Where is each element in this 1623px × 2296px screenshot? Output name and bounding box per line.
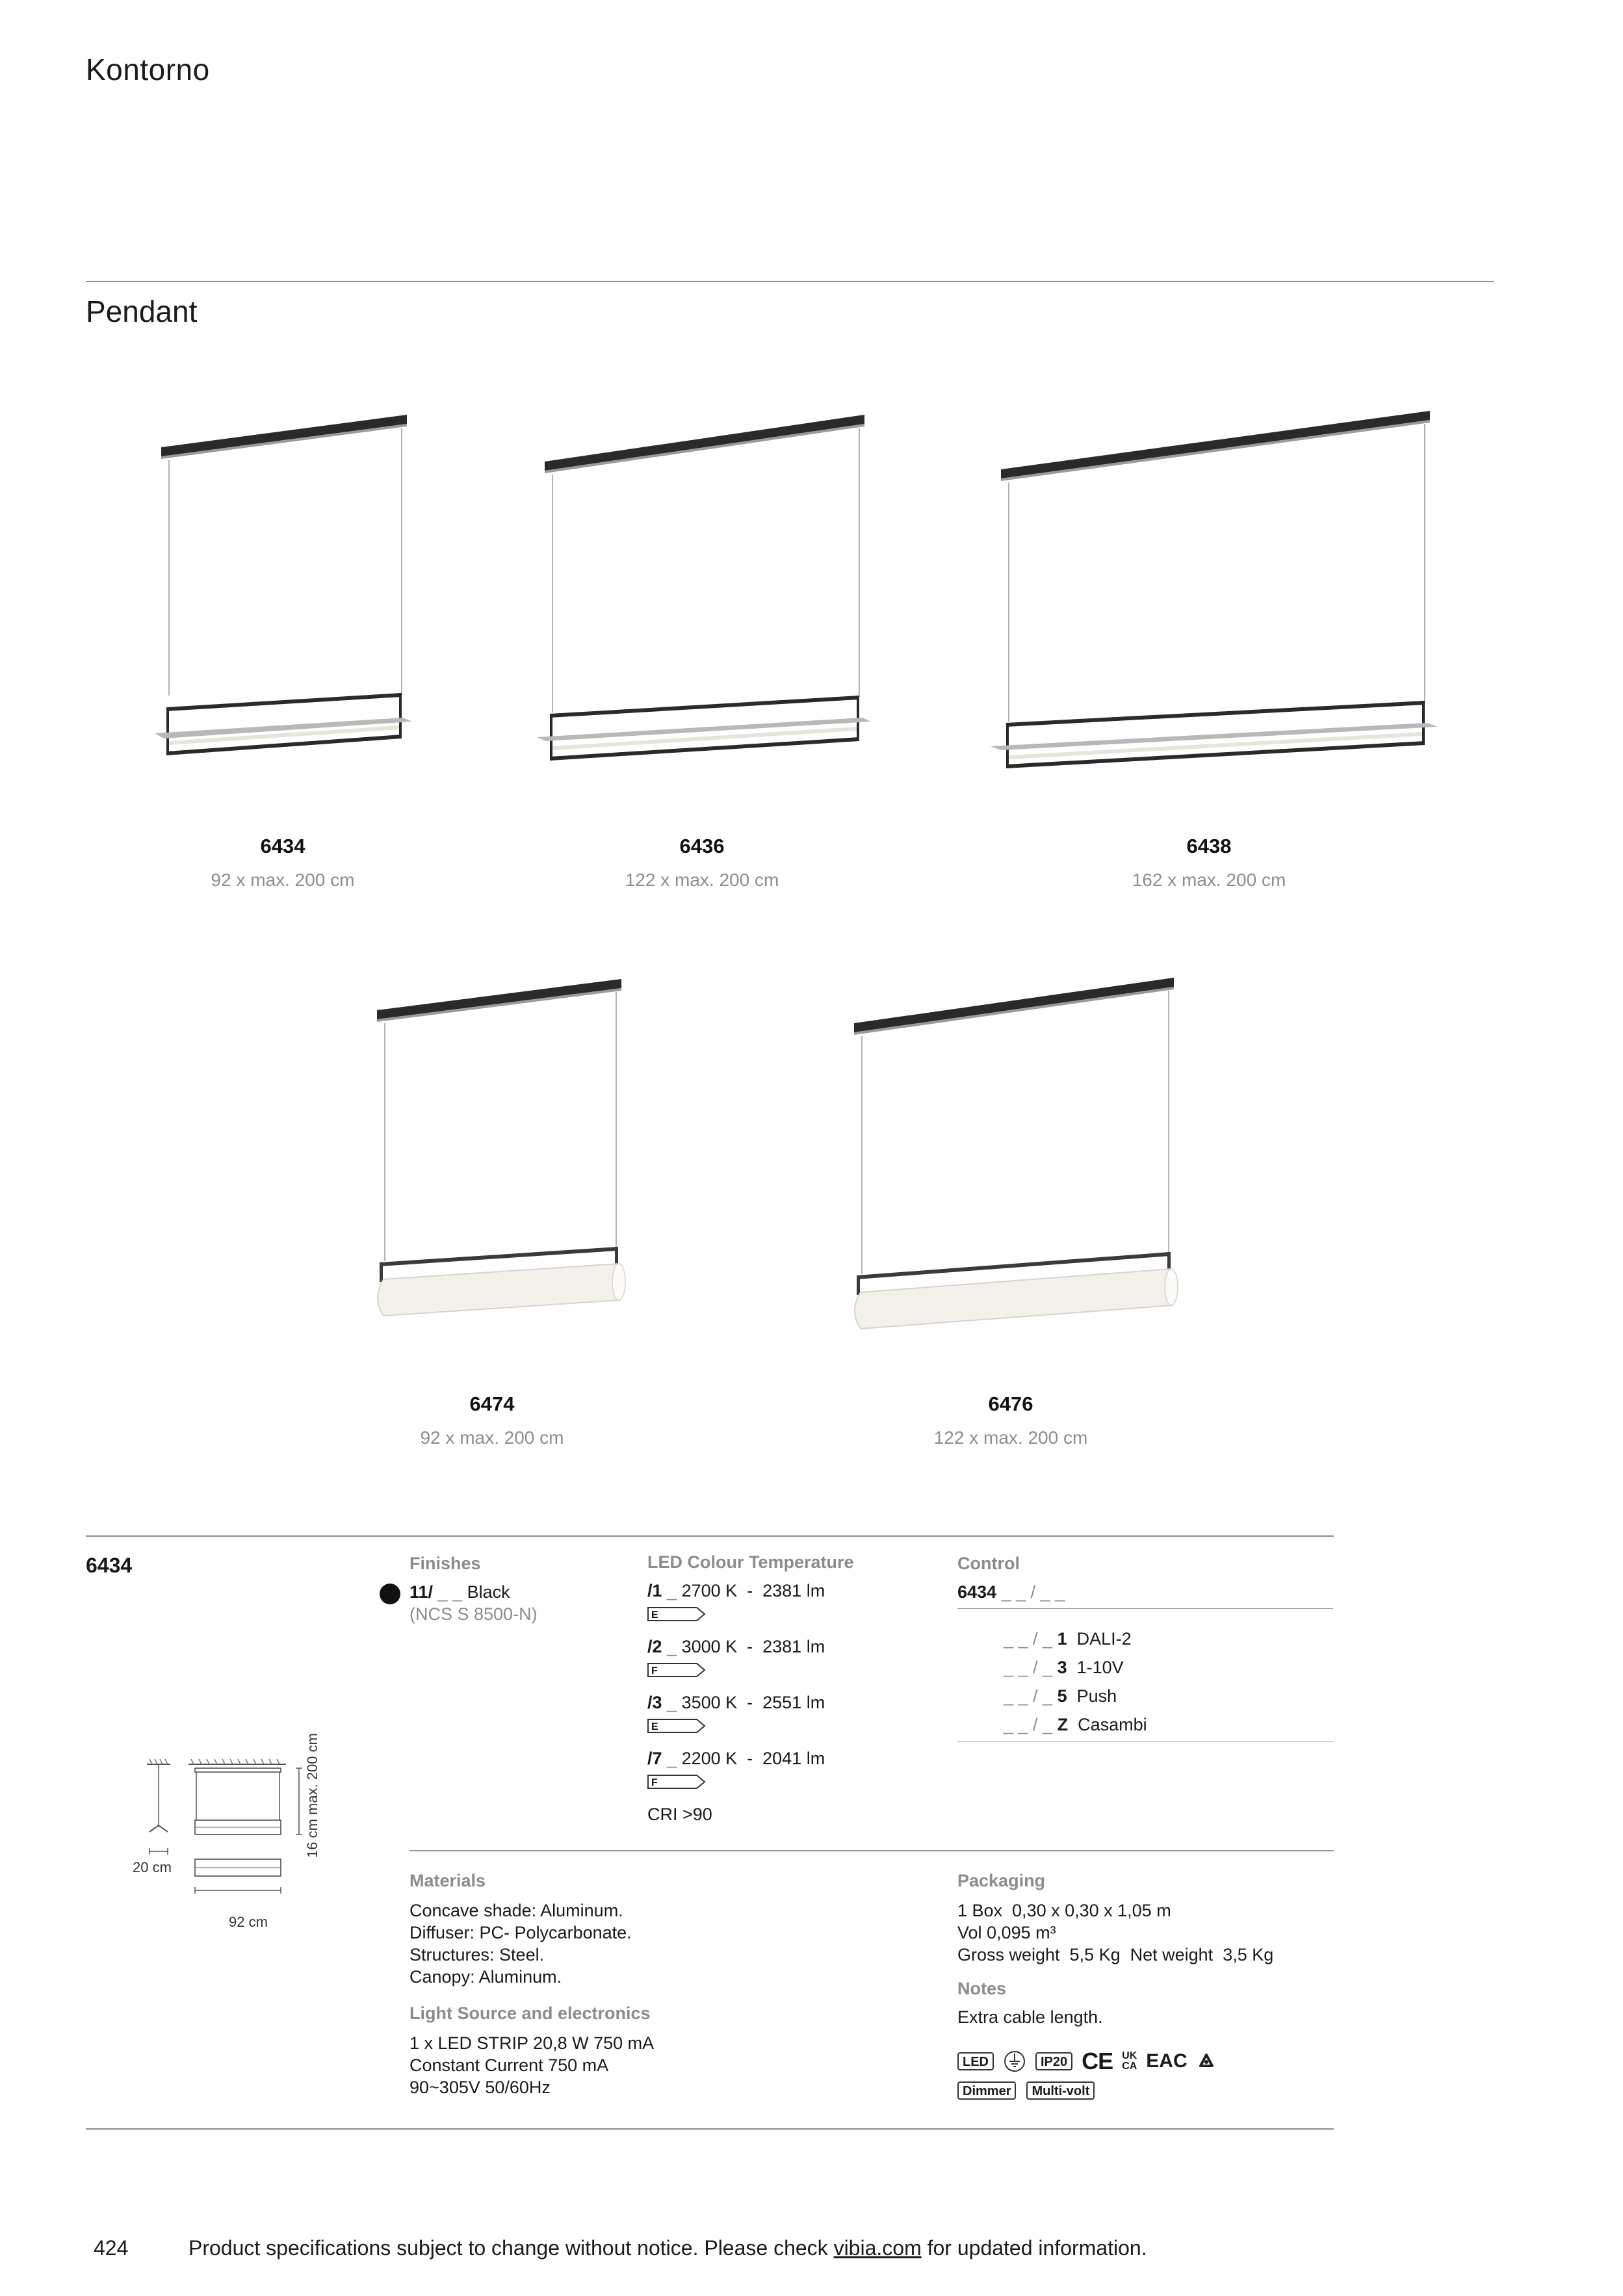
energy-class-tag [647,1607,706,1621]
control-prefix: _ _ / _ [1004,1629,1053,1649]
material-line: Structures: Steel. [409,1945,545,1964]
led-option: /7 _ 2200 K - 2041 lm [647,1749,825,1768]
product-dimensions: 92 x max. 200 cm [420,1428,564,1448]
pendant-illustration-6436 [526,403,877,767]
spec-bottom-rule [86,2128,1334,2130]
control-name: DALI-2 [1076,1629,1132,1649]
control-option-dali [1004,1629,1132,1649]
led-option: /1 _ 2700 K - 2381 lm [647,1581,825,1600]
product-dimensions: 92 x max. 200 cm [211,870,355,890]
control-prefix: _ _ / _ [1004,1686,1053,1706]
material-line: Canopy: Aluminum. [409,1967,562,1987]
led-badge: LED [957,2052,994,2070]
finish-option [409,1582,510,1602]
ukca-top: UK [1122,2050,1137,2061]
control-name: Casambi [1078,1715,1147,1734]
control-name: Push [1076,1686,1117,1706]
led-text: 3500 K - 2551 lm [681,1693,825,1712]
control-code-suffix: _ _ / _ _ [996,1582,1065,1602]
materials-list [409,1899,632,1988]
light-source-line: Constant Current 750 mA [409,2055,609,2075]
control-name: 1-10V [1076,1658,1124,1677]
control-bottom-rule [957,1741,1333,1742]
energy-class-letter: F [651,1665,658,1676]
control-option-push [1004,1686,1117,1706]
drawing-depth-label: 20 cm [133,1859,172,1875]
product-code: 6476 [988,1392,1033,1415]
product-caption-6438 [1111,835,1306,891]
section-title: Pendant [86,294,198,328]
energy-class-letter: F [651,1777,658,1788]
material-line: Concave shade: Aluminum. [409,1901,623,1920]
eac-mark: EAC [1146,2050,1188,2072]
control-number: Z [1057,1715,1069,1734]
pendant-illustration-6476 [838,969,1189,1333]
vibia-link[interactable]: vibia.com [833,2236,922,2260]
notes-label: Notes [957,1979,1007,1998]
feature-badges [957,2081,1095,2100]
product-dimensions: 122 x max. 200 cm [625,870,779,890]
led-text: 2200 K - 2041 lm [681,1749,825,1768]
cri-value: CRI >90 [647,1805,712,1824]
control-option-1-10v [1004,1658,1124,1678]
control-number: 3 [1057,1658,1067,1677]
product-caption-6434 [188,835,377,891]
finish-swatch-black [380,1584,400,1604]
ce-mark: CE [1082,2048,1113,2074]
energy-class-letter: E [651,1721,658,1732]
materials-label: Materials [409,1871,486,1890]
product-dimensions: 122 x max. 200 cm [933,1428,1088,1448]
footer-text: Product specifications subject to change without notice. Please check [188,2236,834,2260]
led-code: /7 [647,1749,662,1768]
packaging-line: Gross weight 5,5 Kg Net weight 3,5 Kg [957,1945,1274,1964]
notes-text: Extra cable length. [957,2007,1103,2027]
pendant-illustration-6434 [149,403,422,767]
control-code [957,1582,1065,1602]
footer-text-end: for updated information. [921,2236,1147,2260]
control-label: Control [957,1554,1020,1573]
finish-code: 11/ [409,1582,434,1602]
light-source-list [409,2032,654,2098]
energy-class-tag [647,1719,706,1733]
packaging-list [957,1899,1273,1966]
recycling-icon [1197,2052,1216,2071]
product-caption-6474 [398,1392,586,1448]
material-line: Diffuser: PC- Polycarbonate. [409,1923,632,1942]
drawing-width-label: 92 cm [229,1914,268,1930]
footer-disclaimer [188,2236,1147,2260]
finish-ncs: (NCS S 8500-N) [409,1604,538,1624]
packaging-line: 1 Box 0,30 x 0,30 x 1,05 m [957,1901,1171,1920]
spec-product-code: 6434 [86,1554,133,1577]
spec-mid-rule [409,1850,1334,1851]
multivolt-badge: Multi-volt [1026,2081,1095,2100]
product-code: 6434 [260,835,305,857]
control-option-casambi [1004,1715,1147,1735]
led-code: /1 [647,1581,662,1600]
packaging-label: Packaging [957,1871,1046,1890]
page-number: 424 [94,2236,129,2260]
light-source-line: 1 x LED STRIP 20,8 W 750 mA [409,2033,655,2053]
certification-badges [957,2048,1216,2075]
pendant-illustration-6474 [364,969,637,1333]
led-temp-label: LED Colour Temperature [647,1552,854,1572]
control-code-number: 6434 [957,1582,997,1602]
ground-symbol-icon [1003,2050,1026,2073]
product-caption-6436 [608,835,796,891]
dimmer-badge: Dimmer [957,2081,1016,2100]
section-divider [86,281,1494,282]
led-code: /3 [647,1693,662,1712]
energy-class-tag [647,1663,706,1677]
product-caption-6476 [916,1392,1105,1448]
control-prefix: _ _ / _ [1004,1715,1053,1734]
led-code: /2 [647,1637,662,1656]
light-source-line: 90~305V 50/60Hz [409,2078,551,2097]
product-code: 6436 [679,835,725,857]
ip-rating-badge: IP20 [1035,2052,1072,2070]
product-code: 6438 [1186,835,1232,857]
pendant-illustration-6438 [975,397,1443,774]
product-code: 6474 [469,1392,515,1415]
ukca-mark [1122,2051,1137,2072]
led-option: /3 _ 3500 K - 2551 lm [647,1693,825,1712]
control-number: 5 [1057,1686,1067,1706]
spec-top-rule [86,1535,1334,1537]
page-title: Kontorno [86,53,210,86]
light-source-label: Light Source and electronics [409,2003,651,2023]
led-text: 2700 K - 2381 lm [681,1581,825,1600]
packaging-line: Vol 0,095 m³ [957,1923,1056,1942]
drawing-height-label: 16 cm max. 200 cm [304,1733,320,1858]
finishes-label: Finishes [409,1554,481,1573]
control-prefix: _ _ / _ [1004,1658,1053,1677]
led-text: 3000 K - 2381 lm [681,1637,825,1656]
finish-name: Black [467,1582,510,1602]
led-option: /2 _ 3000 K - 2381 lm [647,1637,825,1656]
control-rule [957,1608,1333,1609]
ukca-bottom: CA [1122,2061,1137,2072]
product-dimensions: 162 x max. 200 cm [1132,870,1286,890]
finish-blanks: _ _ [433,1582,467,1602]
energy-class-tag [647,1775,706,1789]
control-number: 1 [1057,1629,1067,1649]
energy-class-letter: E [651,1610,658,1621]
